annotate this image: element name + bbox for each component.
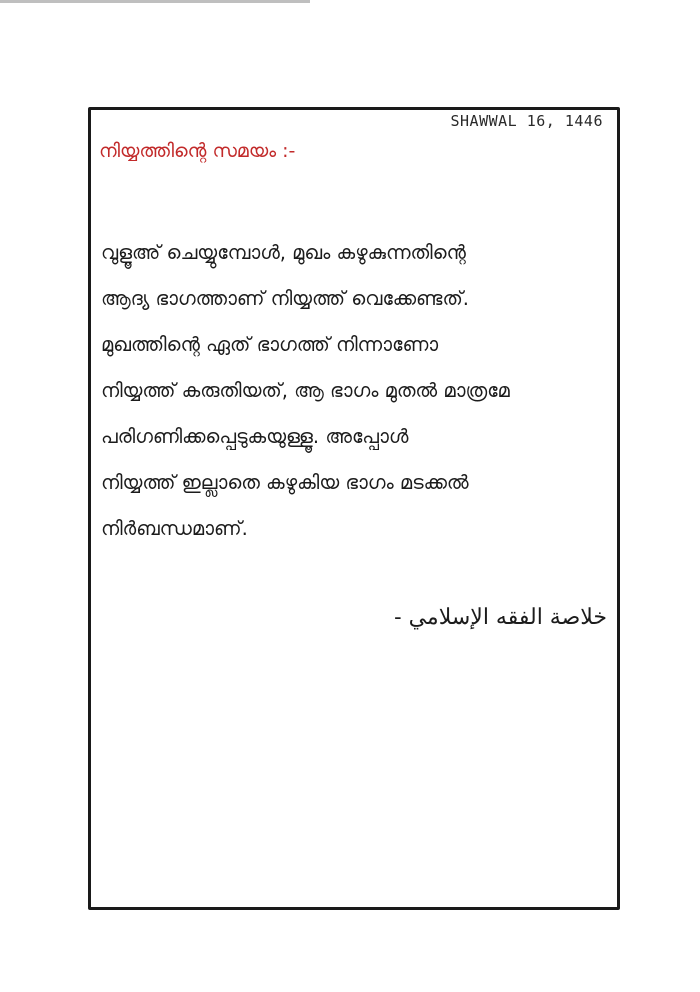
- date-label: SHAWWAL 16, 1446: [450, 112, 603, 130]
- page-frame: [88, 107, 620, 910]
- body-line: പരിഗണിക്കപ്പെടുകയുള്ളൂ. അപ്പോൾ: [101, 425, 409, 448]
- body-line: നിയ്യത്ത് ഇല്ലാതെ കഴുകിയ ഭാഗം മടക്കൽ: [101, 471, 469, 494]
- scan-edge-line: [0, 0, 310, 3]
- body-line: മുഖത്തിന്റെ ഏത് ഭാഗത്ത് നിന്നാണോ: [101, 333, 439, 356]
- body-line: ആദ്യ ഭാഗത്താണ് നിയ്യത്ത് വെക്കേണ്ടത്.: [101, 287, 469, 310]
- body-line: നിർബന്ധമാണ്.: [101, 517, 248, 540]
- body-line: വുളൂഅ് ചെയ്യുമ്പോൾ, മുഖം കഴുകുന്നതിന്റെ: [101, 241, 466, 264]
- section-heading: നിയ്യത്തിന്റെ സമയം :-: [99, 140, 296, 162]
- body-line: നിയ്യത്ത് കരുതിയത്, ആ ഭാഗം മുതൽ മാത്രമേ: [101, 379, 510, 402]
- body-text: [101, 230, 606, 552]
- source-citation: خلاصة الفقه الإسلامي -: [394, 605, 607, 630]
